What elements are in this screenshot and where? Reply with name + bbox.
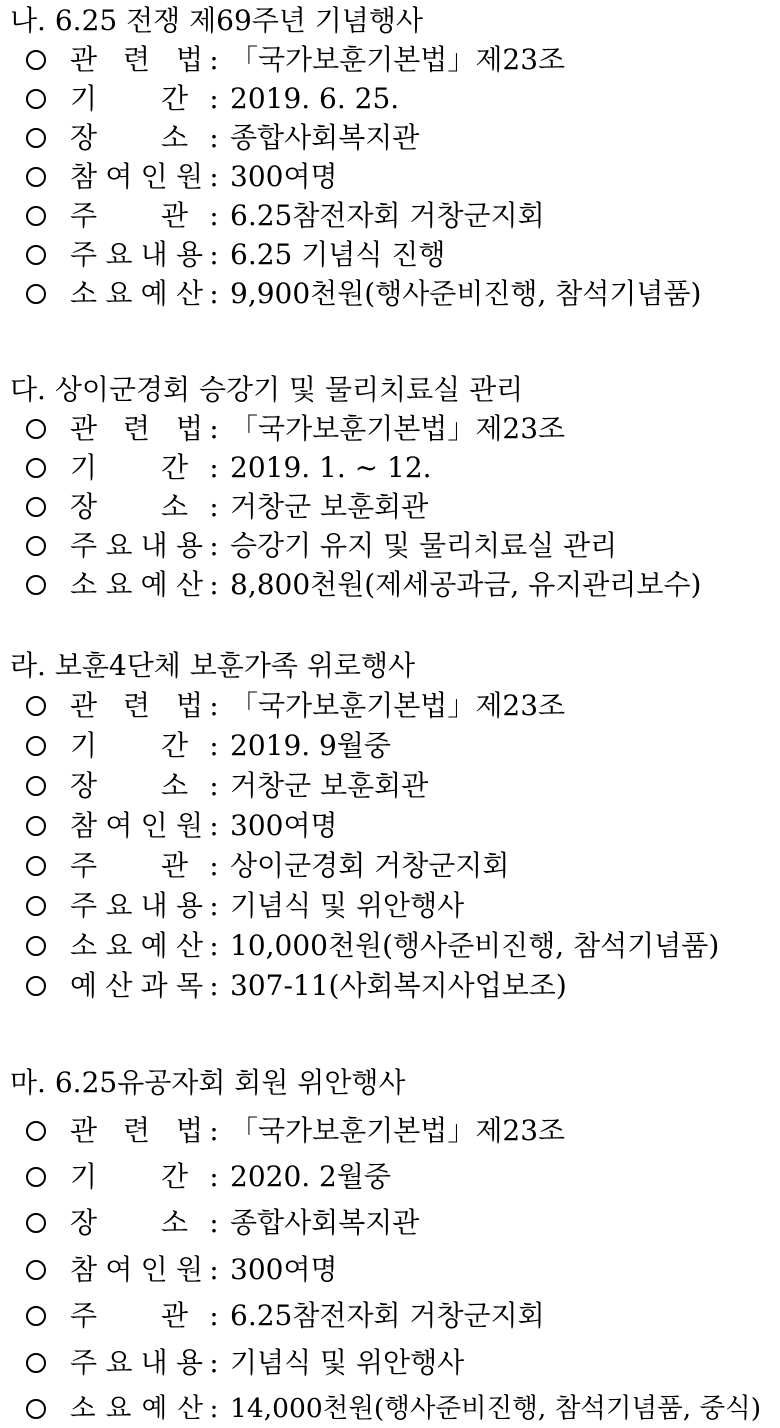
item-label: 장 소 [70,769,188,802]
label-separator: : [209,238,219,271]
label-separator: : [209,451,219,484]
label-separator: : [209,1206,219,1239]
circle-bullet-icon [26,896,46,916]
item-value: 승강기 유지 및 물리치료실 관리 [230,529,618,562]
label-separator: : [209,43,219,76]
label-separator: : [209,969,219,1002]
item-value: 6.25 기념식 진행 [230,238,446,271]
circle-bullet-icon [26,128,46,148]
item-value: 6.25참전자회 거창군지회 [230,199,545,232]
item-value: 10,000천원(행사준비진행, 참석기념품) [230,929,720,962]
item-label: 장 소 [70,121,188,154]
circle-bullet-icon [26,1260,46,1280]
section-heading: 나. 6.25 전쟁 제69주년 기념행사 [10,4,423,37]
item-label: 소 요 예 산 [70,1393,203,1424]
circle-bullet-icon [26,1167,46,1187]
item-label: 관 련 법 [70,412,203,445]
item-label: 참 여 인 원 [70,160,203,193]
item-label: 기 간 [70,451,188,484]
item-label: 예 산 과 목 [70,969,203,1002]
item-value: 2019. 9월중 [230,729,391,762]
item-label: 소 요 예 산 [70,929,203,962]
label-separator: : [209,809,219,842]
item-value: 8,800천원(제세공과금, 유지관리보수) [230,568,702,601]
circle-bullet-icon [26,696,46,716]
circle-bullet-icon [26,575,46,595]
item-label: 관 련 법 [70,1114,203,1147]
label-separator: : [209,160,219,193]
circle-bullet-icon [26,284,46,304]
item-value: 기념식 및 위안행사 [230,1346,465,1379]
item-label: 주 관 [70,199,188,232]
item-label: 장 소 [70,1206,188,1239]
item-label: 주 요 내 용 [70,238,203,271]
label-separator: : [209,1114,219,1147]
item-label: 참 여 인 원 [70,1253,203,1286]
item-label: 기 간 [70,82,188,115]
label-separator: : [209,1160,219,1193]
circle-bullet-icon [26,936,46,956]
label-separator: : [209,849,219,882]
item-value: 300여명 [230,1253,338,1286]
circle-bullet-icon [26,976,46,996]
label-separator: : [209,82,219,115]
item-value: 기념식 및 위안행사 [230,889,465,922]
section-heading: 라. 보훈4단체 보훈가족 위로행사 [10,649,416,682]
item-label: 관 련 법 [70,43,203,76]
label-separator: : [209,199,219,232]
circle-bullet-icon [26,536,46,556]
item-value: 14,000천원(행사준비진행, 참석기념품, 중식) [230,1393,762,1424]
item-value: 「국가보훈기본법」제23조 [230,412,566,445]
circle-bullet-icon [26,419,46,439]
circle-bullet-icon [26,776,46,796]
item-value: 「국가보훈기본법」제23조 [230,43,566,76]
circle-bullet-icon [26,458,46,478]
label-separator: : [209,412,219,445]
label-separator: : [209,929,219,962]
label-separator: : [209,1393,219,1424]
section-heading: 다. 상이군경회 승강기 및 물리치료실 관리 [10,373,524,406]
item-label: 주 관 [70,849,188,882]
circle-bullet-icon [26,1399,46,1419]
item-value: 「국가보훈기본법」제23조 [230,689,566,722]
circle-bullet-icon [26,167,46,187]
circle-bullet-icon [26,816,46,836]
circle-bullet-icon [26,245,46,265]
label-separator: : [209,1253,219,1286]
item-label: 주 요 내 용 [70,889,203,922]
item-label: 소 요 예 산 [70,568,203,601]
label-separator: : [209,1299,219,1332]
circle-bullet-icon [26,89,46,109]
item-label: 주 관 [70,1299,188,1332]
item-label: 주 요 내 용 [70,1346,203,1379]
circle-bullet-icon [26,1306,46,1326]
circle-bullet-icon [26,1353,46,1373]
label-separator: : [209,889,219,922]
label-separator: : [209,729,219,762]
item-label: 장 소 [70,490,188,523]
item-label: 소 요 예 산 [70,277,203,310]
item-value: 상이군경회 거창군지회 [230,849,510,882]
item-value: 2019. 6. 25. [230,82,400,115]
circle-bullet-icon [26,1213,46,1233]
item-value: 307-11(사회복지사업보조) [230,969,567,1002]
item-value: 6.25참전자회 거창군지회 [230,1299,545,1332]
circle-bullet-icon [26,206,46,226]
item-value: 종합사회복지관 [230,1206,420,1239]
item-value: 2020. 2월중 [230,1160,391,1193]
circle-bullet-icon [26,497,46,517]
circle-bullet-icon [26,1121,46,1141]
item-value: 종합사회복지관 [230,121,420,154]
label-separator: : [209,490,219,523]
item-label: 관 련 법 [70,689,203,722]
item-value: 300여명 [230,809,338,842]
circle-bullet-icon [26,50,46,70]
item-value: 거창군 보훈회관 [230,769,429,802]
label-separator: : [209,529,219,562]
label-separator: : [209,121,219,154]
item-value: 거창군 보훈회관 [230,490,429,523]
circle-bullet-icon [26,736,46,756]
item-label: 기 간 [70,1160,188,1193]
item-label: 참 여 인 원 [70,809,203,842]
label-separator: : [209,1346,219,1379]
item-label: 주 요 내 용 [70,529,203,562]
label-separator: : [209,769,219,802]
item-value: 2019. 1. ~ 12. [230,451,432,484]
label-separator: : [209,277,219,310]
item-value: 300여명 [230,160,338,193]
item-label: 기 간 [70,729,188,762]
section-heading: 마. 6.25유공자회 회원 위안행사 [10,1066,406,1099]
label-separator: : [209,689,219,722]
label-separator: : [209,568,219,601]
circle-bullet-icon [26,856,46,876]
item-value: 9,900천원(행사준비진행, 참석기념품) [230,277,702,310]
item-value: 「국가보훈기본법」제23조 [230,1114,566,1147]
